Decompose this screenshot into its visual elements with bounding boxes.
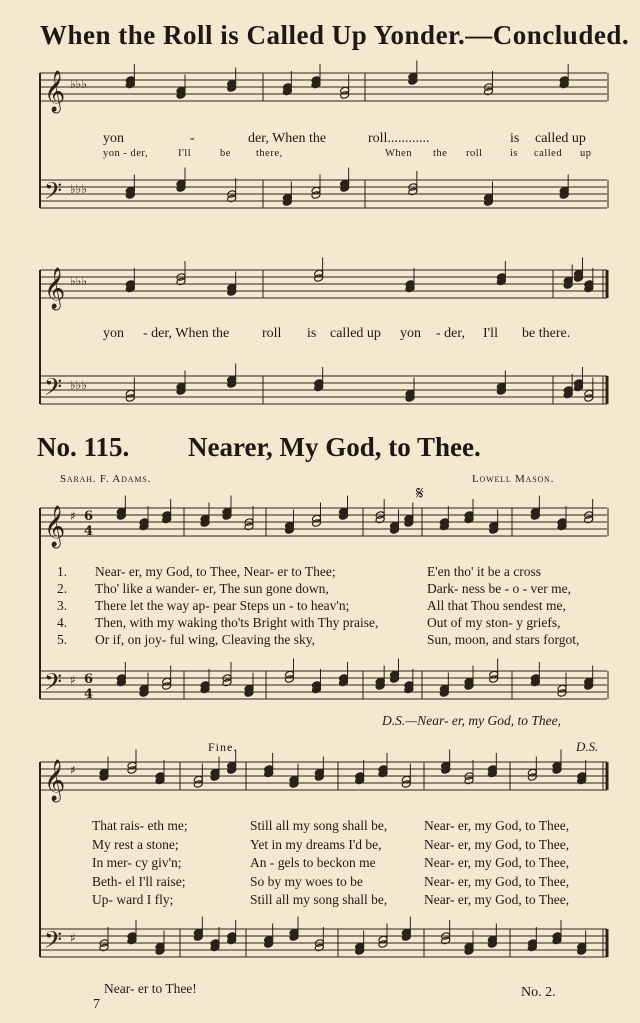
verse-4-cont-a: Beth- el I'll raise; (92, 873, 186, 889)
roll-lyric: roll............ (368, 131, 430, 146)
svg-text:𝄢: 𝄢 (44, 668, 63, 701)
roll-lyric: yon (103, 131, 124, 146)
svg-text:♯: ♯ (70, 763, 76, 777)
verse-2-b: Dark- ness be - o - ver me, (427, 581, 571, 596)
roll-lyric: be there. (522, 326, 571, 341)
hymn-title: Nearer, My God, to Thee. (188, 432, 481, 462)
verse-3-cont-b: An - gels to beckon me (250, 855, 376, 870)
svg-text:♭♭♭: ♭♭♭ (70, 378, 87, 392)
roll-lyric: called up (330, 326, 381, 341)
roll-lyric-small: yon - der, (103, 148, 149, 159)
svg-text:♭♭♭: ♭♭♭ (70, 77, 87, 91)
verse-3-a: There let the way ap- pear Steps un - to heav'n; (95, 598, 350, 613)
verse-2-cont-a: My rest a stone; (92, 836, 179, 852)
verse-2-num: 2. (57, 581, 68, 596)
verse-2-cont-c: Near- er, my God, to Thee, (424, 836, 570, 852)
svg-text:𝄞: 𝄞 (44, 268, 66, 309)
verse-5-cont-a: Up- ward I fly; (92, 892, 174, 907)
verse-1-num: 1. (57, 564, 68, 579)
roll-lyric-small: the (433, 148, 448, 159)
roll-lyric-small: When (385, 148, 413, 159)
roll-lyric: yon (400, 326, 421, 341)
svg-text:4: 4 (84, 687, 94, 702)
verse-3-num: 3. (57, 598, 68, 613)
verse-5-cont-b: Still all my song shall be, (250, 892, 388, 907)
roll-lyric: - der, (436, 326, 465, 341)
svg-text:6: 6 (84, 672, 94, 687)
roll-lyric: yon (103, 326, 124, 341)
verse-1-cont-b: Still all my song shall be, (250, 818, 388, 833)
hymn-composer: Lowell Mason. (472, 473, 555, 485)
verse-4-b: Out of my ston- y griefs, (427, 615, 561, 630)
roll-lyric: der, When the (248, 131, 327, 146)
roll-lyric-small: roll (466, 148, 483, 159)
svg-text:4: 4 (84, 524, 94, 539)
verse-3-cont-c: Near- er, my God, to Thee, (424, 855, 570, 870)
verse-5-a: Or if, on joy- ful wing, Cleaving the sky, (95, 632, 315, 647)
verse-4-cont-b: So by my woes to be (250, 873, 363, 889)
roll-lyric-small: I'll (178, 148, 192, 159)
roll-lyric-small: up (580, 148, 592, 159)
roll-lyric-small: there, (256, 148, 283, 159)
svg-text:𝄢: 𝄢 (44, 177, 63, 210)
roll-lyric: - der, When the (143, 326, 230, 341)
svg-text:♭♭♭: ♭♭♭ (70, 182, 87, 196)
ds-mark: D.S. (576, 739, 599, 754)
page-number: 7 (93, 997, 100, 1012)
hymn-number: No. 115. (37, 432, 130, 462)
verse-2-a: Tho' like a wander- er, The sun gone down, (95, 581, 329, 596)
page-header-title: When the Roll is Called Up Yonder.—Concluded. (40, 20, 630, 50)
roll-lyric-small: be (220, 148, 231, 159)
verse-4-cont-c: Near- er, my God, to Thee, (424, 873, 570, 889)
verse-3-b: All that Thou sendest me, (427, 598, 566, 613)
verse-1-cont-a: That rais- eth me; (92, 818, 188, 833)
svg-text:𝄢: 𝄢 (44, 373, 63, 406)
roll-lyric: - (190, 131, 195, 146)
verse-3-cont-a: In mer- cy giv'n; (92, 855, 182, 870)
verse-4-num: 4. (57, 615, 68, 630)
roll-lyric: roll (262, 326, 282, 341)
svg-text:𝄞: 𝄞 (44, 506, 66, 547)
roll-lyric: is (307, 326, 317, 341)
roll-lyric: is (510, 131, 520, 146)
final-lyric: Near- er to Thee! (104, 981, 197, 996)
svg-text:♯: ♯ (70, 931, 76, 945)
svg-text:♯: ♯ (70, 509, 76, 523)
roll-lyric: I'll (483, 326, 498, 341)
footer-reference: No. 2. (521, 985, 556, 1000)
svg-text:6: 6 (84, 509, 94, 524)
svg-text:𝄢: 𝄢 (44, 926, 63, 959)
verse-5-b: Sun, moon, and stars forgot, (427, 632, 580, 647)
verse-5-num: 5. (57, 632, 68, 647)
hymn-author: Sarah. F. Adams. (60, 473, 152, 485)
ds-lyric: D.S.—Near- er, my God, to Thee, (382, 713, 561, 728)
roll-lyric-small: is (510, 148, 519, 159)
verse-1-b: E'en tho' it be a cross (427, 564, 541, 579)
verse-5-cont-c: Near- er, my God, to Thee, (424, 892, 570, 907)
verse-1-cont-c: Near- er, my God, to Thee, (424, 818, 570, 833)
roll-lyric: called up (535, 131, 586, 146)
verse-2-cont-b: Yet in my dreams I'd be, (250, 836, 382, 852)
segno-mark: 𝄋 (416, 483, 424, 503)
svg-text:♯: ♯ (70, 673, 76, 687)
svg-text:♭♭♭: ♭♭♭ (70, 274, 87, 288)
roll-lyric-small: called (534, 148, 563, 159)
fine-mark: Fine. (208, 740, 238, 754)
svg-text:𝄞: 𝄞 (44, 760, 66, 801)
verse-1-a: Near- er, my God, to Thee, Near- er to Thee; (95, 564, 336, 579)
verse-4-a: Then, with my waking tho'ts Bright with Thy praise, (95, 615, 379, 630)
svg-text:𝄞: 𝄞 (44, 71, 66, 112)
